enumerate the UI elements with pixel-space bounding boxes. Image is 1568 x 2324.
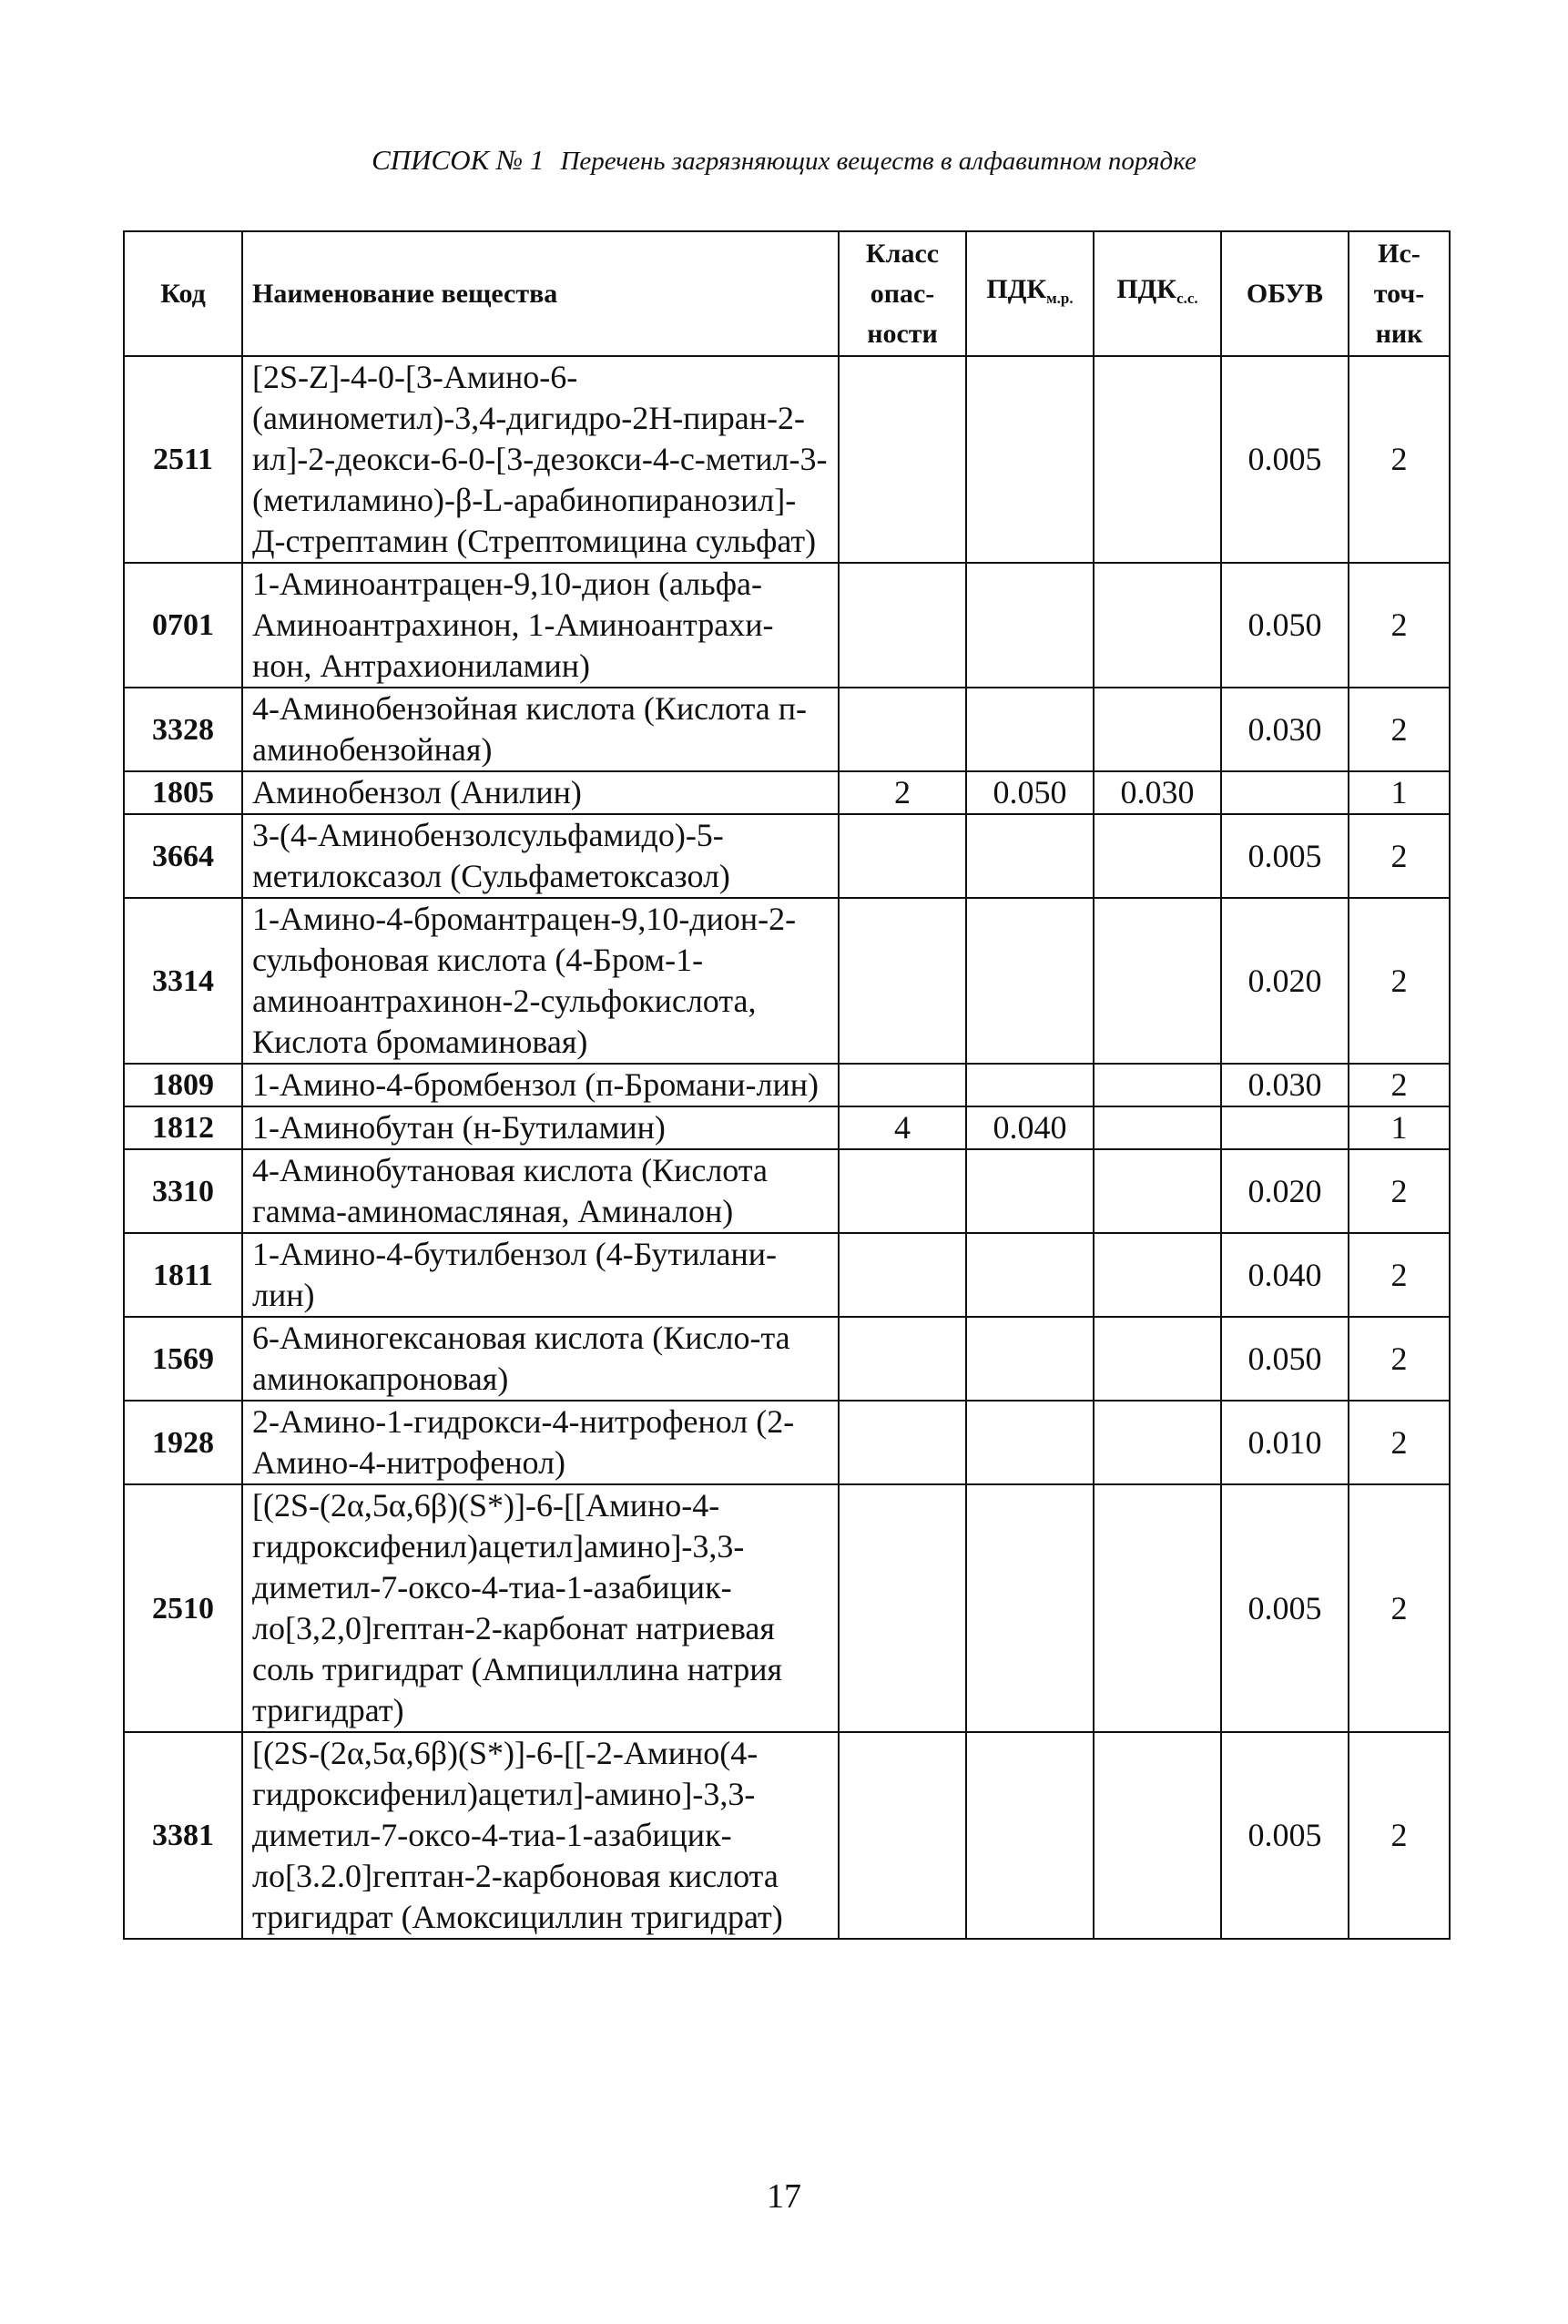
table-row xyxy=(124,771,1450,814)
table-row xyxy=(124,1732,1450,1939)
cell-pdk-mr: 0.050 xyxy=(966,771,1094,814)
table-row xyxy=(124,1106,1450,1149)
table-row xyxy=(124,1401,1450,1484)
cell-name: 1-Амино-4-бутилбензол (4-Бутилани-лин) xyxy=(242,1233,839,1317)
cell-obuv: 0.010 xyxy=(1221,1401,1349,1484)
cell-source: 2 xyxy=(1349,563,1450,688)
cell-hazard-class xyxy=(839,898,966,1064)
cell-code: 2510 xyxy=(124,1484,242,1732)
cell-hazard-class xyxy=(839,356,966,563)
cell-hazard-class: 4 xyxy=(839,1106,966,1149)
cell-obuv: 0.005 xyxy=(1221,814,1349,898)
table-row xyxy=(124,1149,1450,1233)
cell-obuv: 0.005 xyxy=(1221,1732,1349,1939)
cell-pdk-mr xyxy=(966,1484,1094,1732)
col-header-name: Наименование вещества xyxy=(242,231,839,356)
cell-pdk-mr xyxy=(966,1732,1094,1939)
cell-pdk-mr xyxy=(966,688,1094,771)
cell-name: [(2S-(2α,5α,6β)(S*)]-6-[[Амино-4-гидроксифенил)ацетил]амино]-3,3-диметил-7-оксо-4-тиа-1-азабицик-ло[3,2,0]гептан-2-карбонат натриевая соль тригидрат (Ампициллина натрия тригидрат) xyxy=(242,1484,839,1732)
cell-source: 1 xyxy=(1349,771,1450,814)
cell-pdk-mr xyxy=(966,563,1094,688)
cell-pdk-ss xyxy=(1094,1064,1221,1106)
cell-obuv: 0.005 xyxy=(1221,1484,1349,1732)
cell-pdk-ss: 0.030 xyxy=(1094,771,1221,814)
table-row xyxy=(124,1233,1450,1317)
cell-pdk-ss xyxy=(1094,563,1221,688)
substances-table xyxy=(123,230,1451,1940)
cell-pdk-mr xyxy=(966,1401,1094,1484)
cell-hazard-class xyxy=(839,1064,966,1106)
list-subtitle: Перечень загрязняющих веществ в алфавитном порядке xyxy=(560,147,1196,176)
cell-name: 4-Аминобензойная кислота (Кислота п-аминобензойная) xyxy=(242,688,839,771)
cell-pdk-ss xyxy=(1094,1106,1221,1149)
cell-code: 1811 xyxy=(124,1233,242,1317)
cell-code: 3664 xyxy=(124,814,242,898)
cell-source: 2 xyxy=(1349,1317,1450,1401)
cell-pdk-ss xyxy=(1094,688,1221,771)
cell-hazard-class: 2 xyxy=(839,771,966,814)
cell-pdk-mr xyxy=(966,356,1094,563)
cell-name: 2-Амино-1-гидрокси-4-нитрофенол (2-Амино-4-нитрофенол) xyxy=(242,1401,839,1484)
cell-hazard-class xyxy=(839,1317,966,1401)
cell-source: 1 xyxy=(1349,1106,1450,1149)
cell-source: 2 xyxy=(1349,898,1450,1064)
cell-pdk-ss xyxy=(1094,1401,1221,1484)
table-header-row xyxy=(124,231,1450,356)
cell-name: 4-Аминобутановая кислота (Кислота гамма-аминомасляная, Аминалон) xyxy=(242,1149,839,1233)
table-row xyxy=(124,1064,1450,1106)
col-header-code: Код xyxy=(124,231,242,356)
cell-hazard-class xyxy=(839,1484,966,1732)
cell-obuv: 0.030 xyxy=(1221,1064,1349,1106)
cell-code: 3310 xyxy=(124,1149,242,1233)
cell-hazard-class xyxy=(839,563,966,688)
page-title xyxy=(0,144,1568,177)
col-header-pdk-ss xyxy=(1094,231,1221,356)
cell-obuv: 0.040 xyxy=(1221,1233,1349,1317)
cell-pdk-ss xyxy=(1094,1317,1221,1401)
cell-source: 2 xyxy=(1349,356,1450,563)
cell-obuv xyxy=(1221,771,1349,814)
cell-name: 1-Амино-4-бромантрацен-9,10-дион-2-сульфоновая кислота (4-Бром-1-аминоантрахинон-2-сульфокислота, Кислота бромаминовая) xyxy=(242,898,839,1064)
cell-name: 1-Амино-4-бромбензол (п-Бромани-лин) xyxy=(242,1064,839,1106)
cell-obuv: 0.020 xyxy=(1221,1149,1349,1233)
table-row xyxy=(124,898,1450,1064)
cell-hazard-class xyxy=(839,1149,966,1233)
col-header-hazard-class: Класс опас-ности xyxy=(839,231,966,356)
cell-obuv: 0.020 xyxy=(1221,898,1349,1064)
cell-source: 2 xyxy=(1349,1064,1450,1106)
table-row xyxy=(124,356,1450,563)
cell-pdk-ss xyxy=(1094,814,1221,898)
cell-source: 2 xyxy=(1349,814,1450,898)
cell-hazard-class xyxy=(839,688,966,771)
cell-pdk-mr xyxy=(966,1149,1094,1233)
cell-hazard-class xyxy=(839,1233,966,1317)
cell-code: 3328 xyxy=(124,688,242,771)
cell-pdk-mr xyxy=(966,1317,1094,1401)
cell-name: Аминобензол (Анилин) xyxy=(242,771,839,814)
cell-pdk-ss xyxy=(1094,1233,1221,1317)
table-row xyxy=(124,1484,1450,1732)
cell-obuv: 0.005 xyxy=(1221,356,1349,563)
cell-pdk-ss xyxy=(1094,1149,1221,1233)
table-row xyxy=(124,688,1450,771)
pdk-ss-subscript: с.с. xyxy=(1176,289,1198,307)
cell-name: [2S-Z]-4-0-[3-Амино-6-(аминометил)-3,4-дигидро-2Н-пиран-2-ил]-2-деокси-6-0-[3-дезокси-4-с-метил-3-(метиламино)-β-L-арабинопиранозил]-Д-стрептамин (Стрептомицина сульфат) xyxy=(242,356,839,563)
cell-pdk-ss xyxy=(1094,1484,1221,1732)
cell-source: 2 xyxy=(1349,1732,1450,1939)
cell-source: 2 xyxy=(1349,1401,1450,1484)
pdk-ss-label: ПДК xyxy=(1116,273,1177,304)
cell-pdk-mr: 0.040 xyxy=(966,1106,1094,1149)
cell-pdk-mr xyxy=(966,1233,1094,1317)
cell-code: 1805 xyxy=(124,771,242,814)
cell-name: 6-Аминогексановая кислота (Кисло-та аминокапроновая) xyxy=(242,1317,839,1401)
list-label: СПИСОК № 1 xyxy=(372,144,545,176)
cell-pdk-ss xyxy=(1094,1732,1221,1939)
cell-source: 2 xyxy=(1349,1149,1450,1233)
cell-code: 1812 xyxy=(124,1106,242,1149)
cell-code: 1809 xyxy=(124,1064,242,1106)
cell-code: 0701 xyxy=(124,563,242,688)
cell-pdk-ss xyxy=(1094,898,1221,1064)
cell-source: 2 xyxy=(1349,688,1450,771)
cell-source: 2 xyxy=(1349,1233,1450,1317)
cell-hazard-class xyxy=(839,1732,966,1939)
table-row xyxy=(124,814,1450,898)
cell-pdk-mr xyxy=(966,1064,1094,1106)
cell-code: 1569 xyxy=(124,1317,242,1401)
cell-obuv: 0.030 xyxy=(1221,688,1349,771)
col-header-source: Ис-точ-ник xyxy=(1349,231,1450,356)
cell-code: 1928 xyxy=(124,1401,242,1484)
cell-pdk-mr xyxy=(966,814,1094,898)
cell-code: 2511 xyxy=(124,356,242,563)
cell-name: [(2S-(2α,5α,6β)(S*)]-6-[[-2-Амино(4-гидроксифенил)ацетил]-амино]-3,3-диметил-7-оксо-4-тиа-1-азабицик-ло[3.2.0]гептан-2-карбоновая кислота тригидрат (Амоксициллин тригидрат) xyxy=(242,1732,839,1939)
cell-hazard-class xyxy=(839,814,966,898)
table-row xyxy=(124,563,1450,688)
cell-hazard-class xyxy=(839,1401,966,1484)
cell-obuv xyxy=(1221,1106,1349,1149)
cell-code: 3314 xyxy=(124,898,242,1064)
pdk-mr-subscript: м.р. xyxy=(1046,289,1074,307)
col-header-obuv: ОБУВ xyxy=(1221,231,1349,356)
col-header-pdk-mr xyxy=(966,231,1094,356)
cell-code: 3381 xyxy=(124,1732,242,1939)
cell-source: 2 xyxy=(1349,1484,1450,1732)
pdk-mr-label: ПДК xyxy=(986,273,1047,304)
cell-name: 3-(4-Аминобензолсульфамидо)-5-метилоксазол (Сульфаметоксазол) xyxy=(242,814,839,898)
cell-name: 1-Аминобутан (н-Бутиламин) xyxy=(242,1106,839,1149)
cell-name: 1-Аминоантрацен-9,10-дион (альфа-Аминоантрахинон, 1-Аминоантрахи-нон, Антрахиониламин) xyxy=(242,563,839,688)
cell-obuv: 0.050 xyxy=(1221,1317,1349,1401)
cell-pdk-mr xyxy=(966,898,1094,1064)
page-number: 17 xyxy=(767,2177,801,2216)
table-row xyxy=(124,1317,1450,1401)
cell-pdk-ss xyxy=(1094,356,1221,563)
cell-obuv: 0.050 xyxy=(1221,563,1349,688)
